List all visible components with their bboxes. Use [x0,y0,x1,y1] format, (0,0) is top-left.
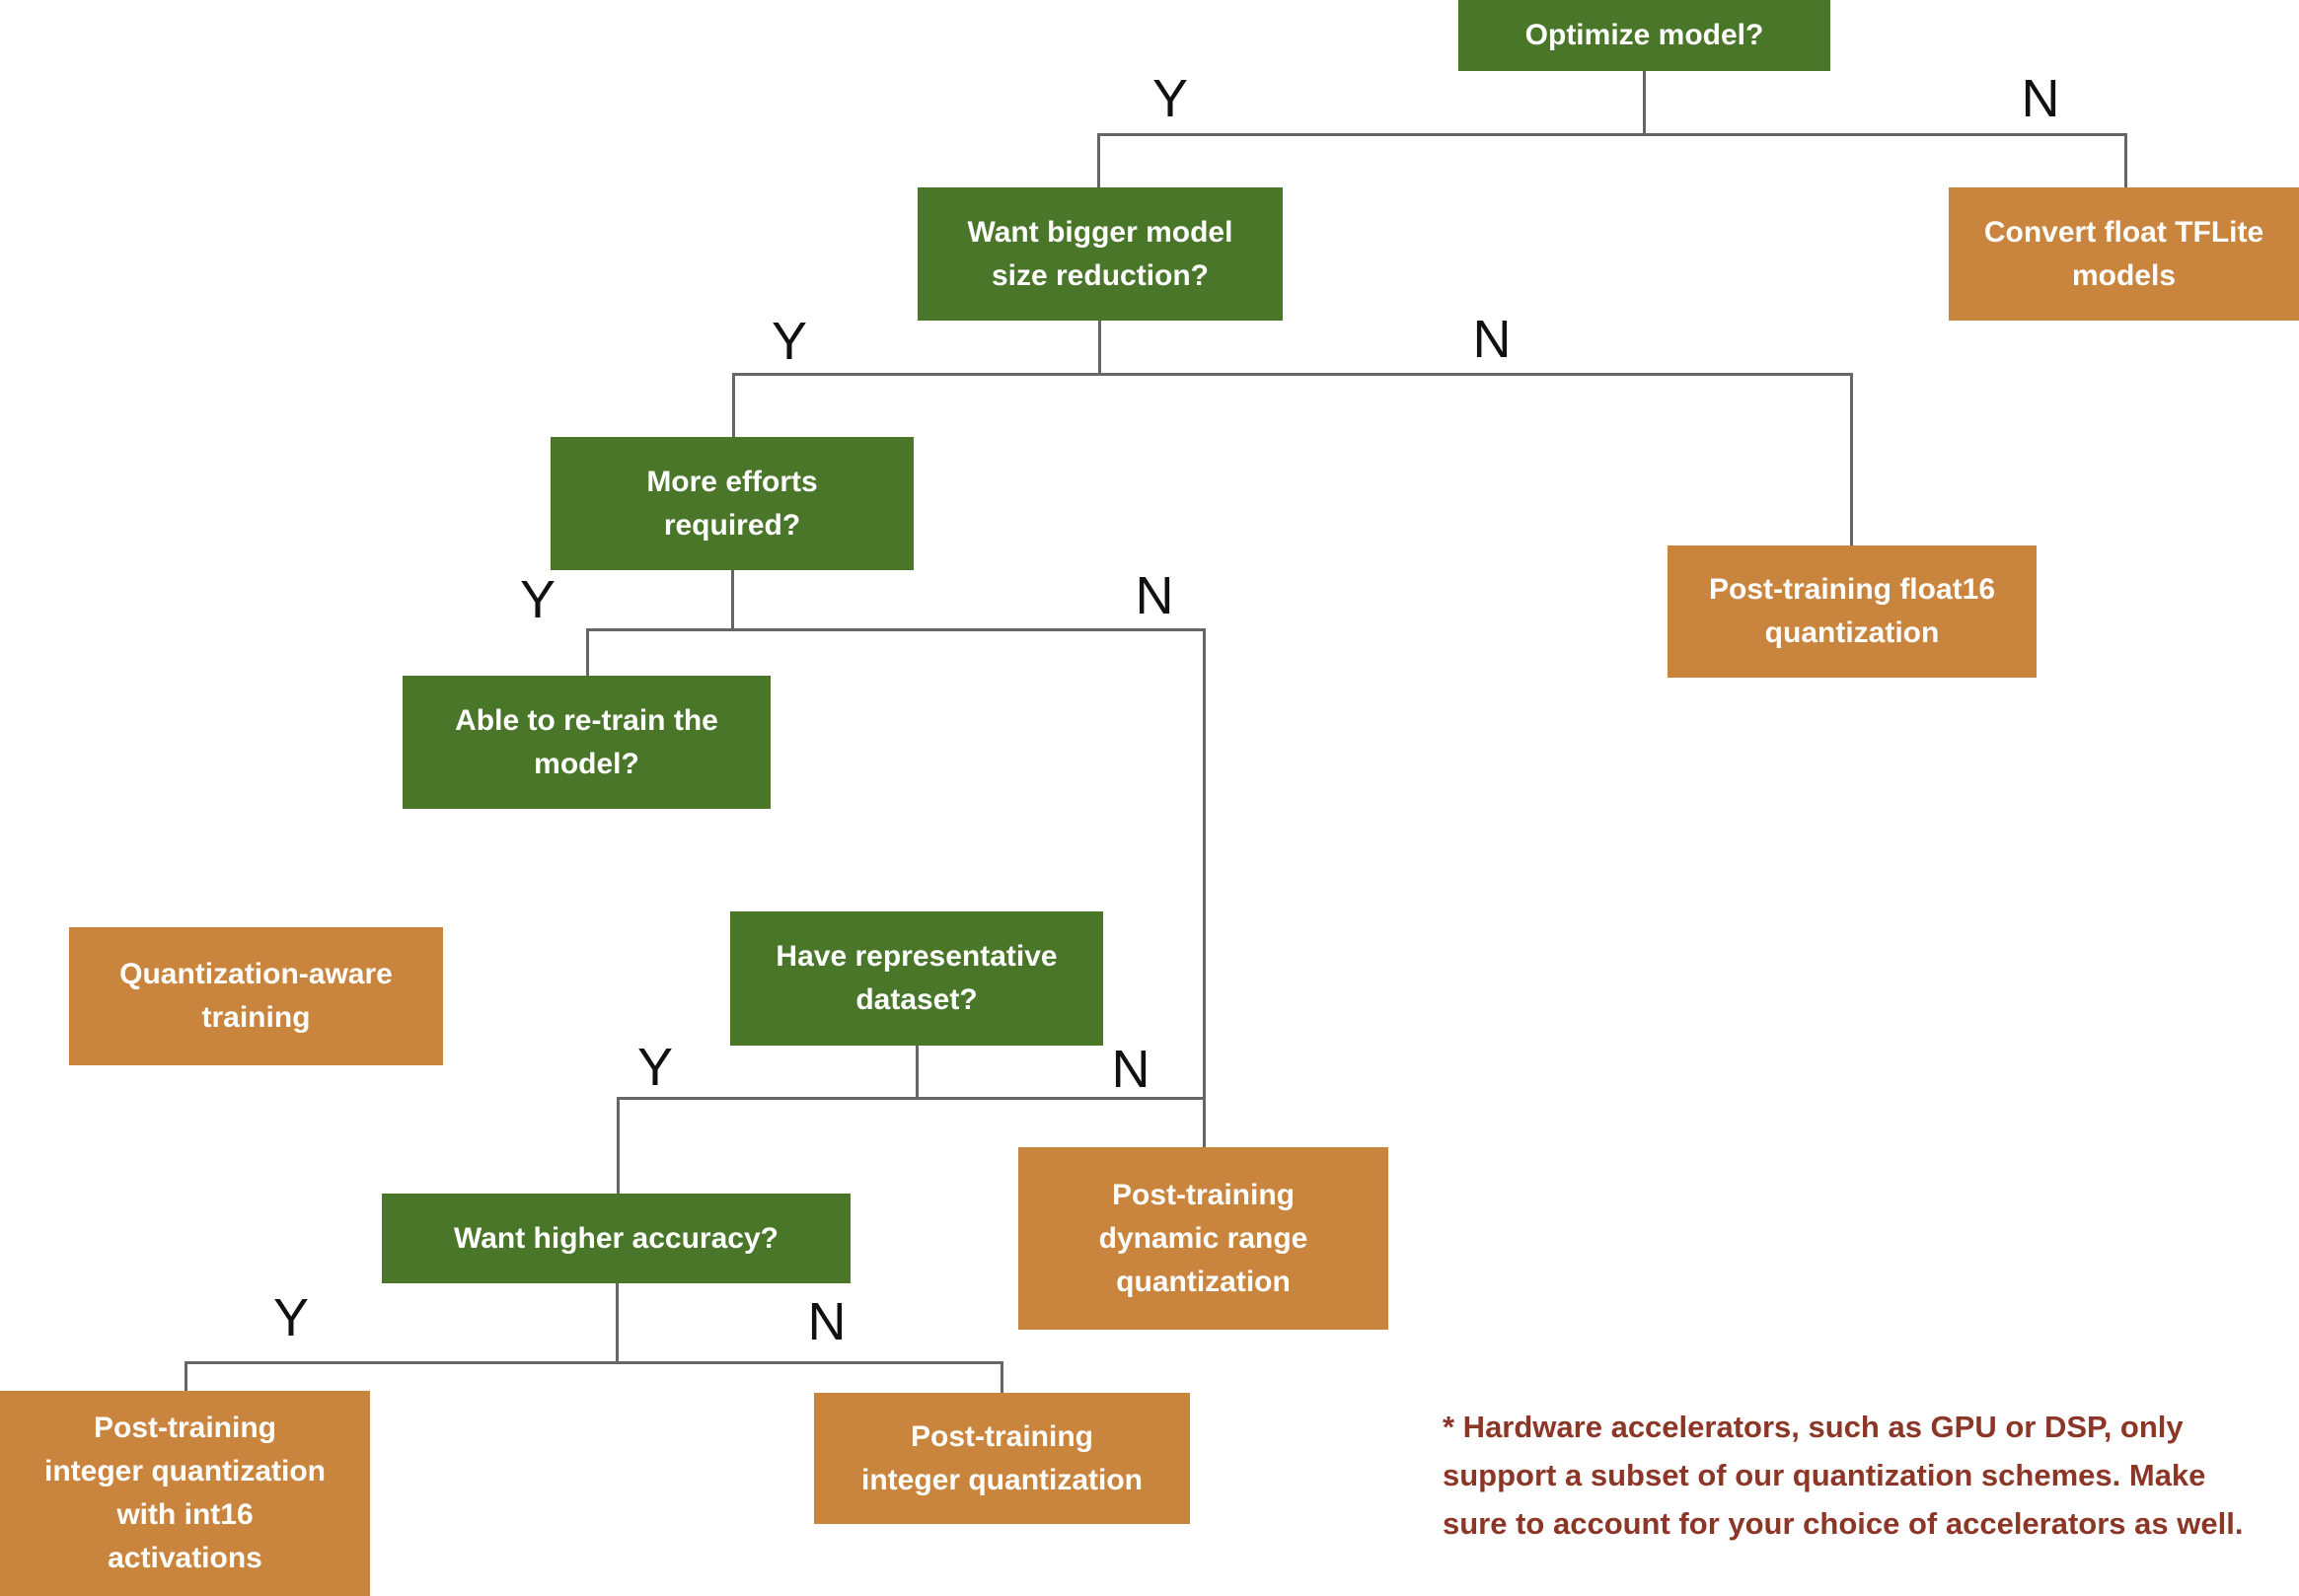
connector-wantbigger-yes-drop [732,373,735,437]
node-convert-float-tflite-models: Convert float TFLite models [1949,187,2299,321]
branch-label-havedataset-yes: Y [636,1038,674,1097]
branch-label-moreefforts-no: N [1135,566,1174,625]
node-post-training-integer-quantization-int16: Post-training integer quantization with int16 activations [0,1391,370,1596]
branch-label-optimize-yes: Y [1151,69,1189,128]
connector-moreefforts-stem [731,570,734,628]
connector-havedataset-stem [916,1046,919,1097]
branch-label-moreefforts-yes: Y [519,570,556,629]
footnote-line-3: sure to account for your choice of accelerators as well. [1443,1506,2244,1541]
footnote-line-1: * Hardware accelerators, such as GPU or DSP, only [1443,1410,2184,1444]
node-want-bigger-size-reduction: Want bigger model size reduction? [918,187,1283,321]
connector-moreefforts-branch [586,628,1206,631]
branch-label-optimize-no: N [2021,69,2060,128]
branch-label-higheraccuracy-yes: Y [272,1288,310,1347]
connector-higheraccuracy-no-drop [1001,1361,1003,1393]
connector-havedataset-yes-drop [617,1097,620,1194]
connector-moreefforts-yes-drop [586,628,589,676]
connector-higheraccuracy-branch [185,1361,1003,1364]
branch-label-wantbigger-yes: Y [771,312,808,371]
node-post-training-dynamic-range-quantization: Post-training dynamic range quantization [1018,1147,1388,1330]
branch-label-higheraccuracy-no: N [807,1292,847,1351]
connector-optimize-yes-drop [1097,133,1100,187]
node-quantization-aware-training: Quantization-aware training [69,927,443,1065]
node-able-to-retrain-model: Able to re-train the model? [403,676,771,809]
connector-optimize-no-drop [2124,133,2127,187]
branch-label-wantbigger-no: N [1472,310,1512,369]
node-post-training-integer-quantization: Post-training integer quantization [814,1393,1190,1524]
connector-optimize-branch [1097,133,2127,136]
node-post-training-float16-quantization: Post-training float16 quantization [1668,545,2037,678]
node-want-higher-accuracy: Want higher accuracy? [382,1194,851,1283]
node-have-representative-dataset: Have representative dataset? [730,911,1103,1046]
connector-moreefforts-no-drop [1203,628,1206,1147]
connector-wantbigger-no-drop [1850,373,1853,545]
footnote [1443,1403,2299,1548]
footnote-line-2: support a subset of our quantization schemes. Make [1443,1458,2206,1492]
branch-label-havedataset-no: N [1111,1040,1150,1099]
connector-higheraccuracy-yes-drop [185,1361,187,1391]
connector-higheraccuracy-stem [616,1283,619,1361]
connector-wantbigger-branch [732,373,1853,376]
node-more-efforts-required: More efforts required? [551,437,914,570]
node-optimize-model: Optimize model? [1458,0,1830,71]
connector-wantbigger-stem [1098,321,1101,373]
connector-optimize-stem [1643,71,1646,133]
